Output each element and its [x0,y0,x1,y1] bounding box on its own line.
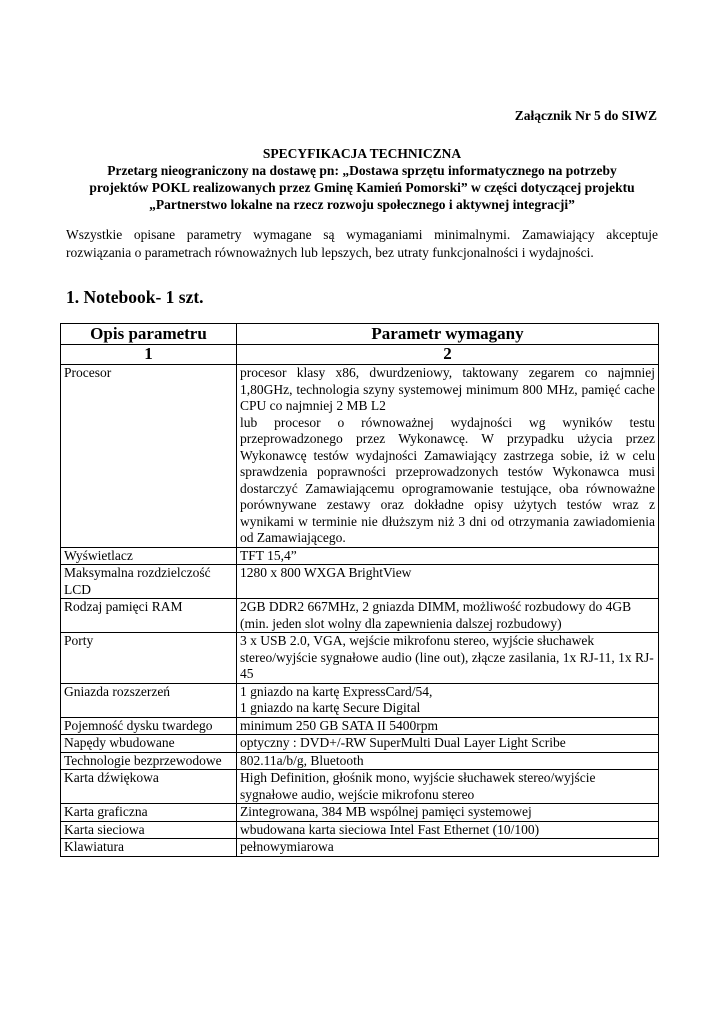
param-value-cell: Zintegrowana, 384 MB wspólnej pamięci systemowej [237,804,659,822]
header-value: Parametr wymagany [237,324,659,345]
param-name-cell: Karta graficzna [61,804,237,822]
param-name-cell: Porty [61,633,237,684]
section-title: 1. Notebook- 1 szt. [66,287,204,307]
param-name-cell: Rodzaj pamięci RAM [61,599,237,633]
table-row [61,735,659,753]
table-row [61,752,659,770]
param-name-cell: Procesor [61,365,237,548]
param-name-cell: Maksymalna rozdzielczość LCD [61,565,237,599]
column-number-1: 1 [61,344,237,365]
heading-title: SPECYFIKACJA TECHNICZNA [262,146,462,161]
table-row [61,821,659,839]
spec-table [60,323,659,857]
param-name-cell: Wyświetlacz [61,547,237,565]
param-value-cell: 1 gniazdo na kartę ExpressCard/54, 1 gniazdo na kartę Secure Digital [237,683,659,717]
header-param: Opis parametru [61,324,237,345]
param-value-cell: High Definition, głośnik mono, wyjście słuchawek stereo/wyjście sygnałowe audio, wejście mikrofonu stereo [237,770,659,804]
table-row [61,717,659,735]
table-row [61,633,659,684]
intro-paragraph: Wszystkie opisane parametry wymagane są wymaganiami minimalnymi. Zamawiający akceptuje rozwiązania o parametrach równoważnych lub lepszych, bez utraty funkcjonalności i wydajności. [66,227,658,260]
param-name-cell: Karta dźwiękowa [61,770,237,804]
param-name-cell: Klawiatura [61,839,237,857]
document-heading [60,145,664,213]
param-value-cell: TFT 15,4” [237,547,659,565]
table-row [61,365,659,548]
param-value-cell: procesor klasy x86, dwurdzeniowy, taktowany zegarem co najmniej 1,80GHz, technologia szyny systemowej minimum 800 MHz, pamięć cache CPU co najmniej 2 MB L2 lub procesor o równoważnej wydajności wg wyników testu przeprowadzonego przez Wykonawcę. W przypadku użycia przez Wykonawcę testów wydajności Zamawiający zastrzega sobie, iż w celu sprawdzenia poprawności przeprowadzonych testów Wykonawca musi dostarczyć Zamawiającemu oprogramowanie testujące, oba równoważne porównywane zestawy oraz dokładne opisy użytych testów wraz z wynikami w terminie nie dłuższym niż 3 dni od otrzymania zawiadomienia od Zamawiającego. [237,365,659,548]
param-value-cell: 2GB DDR2 667MHz, 2 gniazda DIMM, możliwość rozbudowy do 4GB (min. jeden slot wolny dla zapewnienia dalszej rozbudowy) [237,599,659,633]
annex-label: Załącznik Nr 5 do SIWZ [514,108,657,123]
table-row [61,565,659,599]
table-row [61,804,659,822]
table-row [61,599,659,633]
heading-line-1: Przetarg nieograniczony na dostawę pn: „Dostawa sprzętu informatycznego na potrzeby [107,163,617,178]
param-value-cell: minimum 250 GB SATA II 5400rpm [237,717,659,735]
table-row [61,547,659,565]
param-value-cell: optyczny : DVD+/-RW SuperMulti Dual Layer Light Scribe [237,735,659,753]
column-number-2: 2 [237,344,659,365]
param-value-cell: 802.11a/b/g, Bluetooth [237,752,659,770]
heading-line-2: projektów POKL realizowanych przez Gminę Kamień Pomorski” w części dotyczącej projektu [89,180,635,195]
column-number-row [61,344,659,365]
param-name-cell: Technologie bezprzewodowe [61,752,237,770]
spec-table-body [61,365,659,857]
table-header-row [61,324,659,345]
param-value-cell: 3 x USB 2.0, VGA, wejście mikrofonu stereo, wyjście słuchawek stereo/wyjście sygnałowe audio (line out), złącze zasilania, 1x RJ-11, 1x RJ-45 [237,633,659,684]
heading-line-3: „Partnerstwo lokalne na rzecz rozwoju społecznego i aktywnej integracji” [149,197,575,212]
table-row [61,770,659,804]
param-name-cell: Pojemność dysku twardego [61,717,237,735]
table-row [61,683,659,717]
param-value-cell: wbudowana karta sieciowa Intel Fast Ethernet (10/100) [237,821,659,839]
param-name-cell: Gniazda rozszerzeń [61,683,237,717]
param-value-cell: pełnowymiarowa [237,839,659,857]
param-name-cell: Karta sieciowa [61,821,237,839]
param-name-cell: Napędy wbudowane [61,735,237,753]
table-row [61,839,659,857]
param-value-cell: 1280 x 800 WXGA BrightView [237,565,659,599]
